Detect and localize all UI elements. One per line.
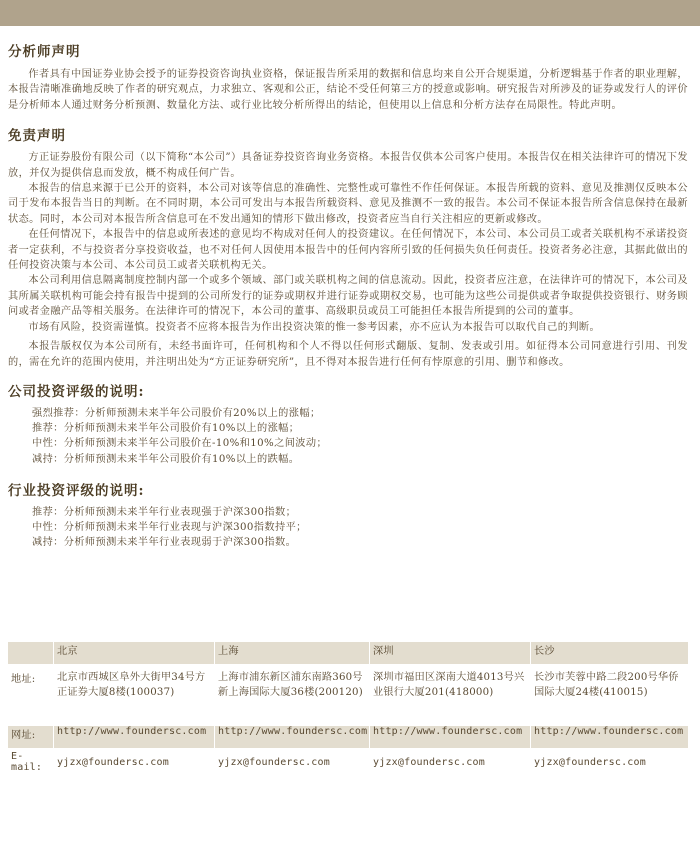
email-link[interactable]: yjzx@foundersc.com bbox=[218, 756, 330, 768]
office-address: 上海市浦东新区浦东南路360号新上海国际大厦36楼(200120) bbox=[218, 672, 363, 698]
list-item: 强烈推荐：分析师预测未来半年公司股价有20%以上的涨幅； bbox=[32, 407, 321, 419]
disclaimer-paragraph: 本公司利用信息隔离制度控制内部一个或多个领域、部门或关联机构之间的信息流动。因此，投资者应注意，在法律许可的情况下，本公司及其所属关联机构可能会持有报告中提到的公司所发行的证券或期权并进行证券或期权交易，也可能为这些公司提供或者争取提供投资银行、财务顾问或者金融产品等相关服务。在法律许可的情况下，本公司的董事、高级职员或员工可能担任本报告所提到的公司的董事。 bbox=[8, 275, 688, 318]
list-item: 中性：分析师预测未来半年公司股价在-10%和10%之间波动； bbox=[32, 438, 328, 450]
disclaimer-paragraph: 在任何情况下，本报告中的信息或所表述的意见均不构成对任何人的投资建议。在任何情况下，本公司、本公司员工或者关联机构不承诺投资者一定获利，不与投资者分享投资收益，也不对任何人因使用本报告中的任何内容所引致的任何损失负任何责任。投资者务必注意，其据此做出的任何投资决策与本公司、本公司员工或者关联机构无关。 bbox=[8, 229, 688, 272]
address-label: 地址: bbox=[11, 674, 36, 685]
analyst-statement-text: 作者具有中国证券业协会授予的证券投资咨询执业资格，保证报告所采用的数据和信息均来自公开合规渠道，分析逻辑基于作者的职业理解，本报告清晰准确地反映了作者的研究观点，力求独立、客观和公正，结论不受任何第三方的授意或影响。研究报告对所涉及的证券或发行人的评价是分析师本人通过财务分析预测、数量化方法、或行业比较分析所得出的结论，但使用以上信息和分析方法存在局限性。特此声明。 bbox=[8, 69, 688, 111]
email-link[interactable]: yjzx@foundersc.com bbox=[534, 756, 646, 768]
company-rating-title: 公司投资评级的说明: bbox=[8, 383, 145, 400]
list-item: 推荐：分析师预测未来半年公司股价有10%以上的涨幅； bbox=[32, 423, 300, 435]
industry-rating-title: 行业投资评级的说明: bbox=[8, 482, 145, 499]
list-item: 中性：分析师预测未来半年行业表现与沪深300指数持平； bbox=[32, 521, 307, 533]
url-row bbox=[8, 726, 688, 748]
address-row bbox=[8, 664, 688, 726]
disclaimer-paragraph: 本报告版权仅为本公司所有，未经书面许可，任何机构和个人不得以任何形式翻版、复制、发表或引用。如征得本公司同意进行引用、刊发的，需在允许的范围内使用，并注明出处为“方正证券研究所”，且不得对本报告进行任何有悖原意的引用、删节和修改。 bbox=[8, 341, 688, 368]
city-name: 北京 bbox=[54, 642, 215, 664]
email-row bbox=[8, 748, 688, 776]
analyst-statement-title: 分析师声明 bbox=[8, 44, 81, 60]
url-label: 网址: bbox=[8, 726, 54, 748]
city-name: 长沙 bbox=[531, 642, 688, 664]
industry-rating-list bbox=[8, 505, 688, 551]
disclaimer-paragraph: 本报告的信息来源于已公开的资料，本公司对该等信息的准确性、完整性或可靠性不作任何保证。本报告所载的资料、意见及推测仅反映本公司于发布本报告当日的判断。在不同时期，本公司可发出与本报告所载资料、意见及推测不一致的报告。本公司不保证本报告所含信息保持在最新状态。同时，本公司对本报告所含信息可在不发出通知的情形下做出修改，投资者应当自行关注相应的更新或修改。 bbox=[8, 183, 688, 225]
website-link[interactable]: http://www.foundersc.com bbox=[215, 726, 370, 748]
document-body bbox=[8, 40, 688, 550]
city-name: 深圳 bbox=[370, 642, 531, 664]
office-address: 深圳市福田区深南大道4013号兴业银行大厦201(418000) bbox=[373, 672, 525, 698]
company-rating-list bbox=[8, 406, 688, 467]
disclaimer-paragraph: 方正证券股份有限公司（以下简称“本公司”）具备证券投资咨询业务资格。本报告仅供本公司客户使用。本报告仅在相关法律许可的情况下发放，并仅为提供信息而发放，概不构成任何广告。 bbox=[8, 152, 688, 179]
website-link[interactable]: http://www.foundersc.com bbox=[54, 726, 215, 748]
disclaimer-paragraph: 市场有风险，投资需谨慎。投资者不应将本报告为作出投资决策的惟一参考因素，亦不应认为本报告可以取代自己的判断。 bbox=[28, 321, 601, 333]
website-link[interactable]: http://www.foundersc.com bbox=[370, 726, 531, 748]
city-name: 上海 bbox=[215, 642, 370, 664]
office-address: 北京市西城区阜外大街甲34号方正证券大厦8楼(100037) bbox=[57, 672, 206, 698]
contact-table bbox=[8, 642, 688, 776]
disclaimer-title: 免责声明 bbox=[8, 128, 66, 145]
email-label: E-mail: bbox=[11, 751, 43, 773]
email-link[interactable]: yjzx@foundersc.com bbox=[373, 756, 485, 768]
header-bar bbox=[0, 0, 700, 26]
email-link[interactable]: yjzx@foundersc.com bbox=[57, 756, 169, 768]
office-address: 长沙市芙蓉中路二段200号华侨国际大厦24楼(410015) bbox=[534, 672, 679, 698]
website-link[interactable]: http://www.foundersc.com bbox=[531, 726, 688, 748]
list-item: 减持：分析师预测未来半年行业表现弱于沪深300指数。 bbox=[32, 537, 297, 549]
list-item: 推荐：分析师预测未来半年行业表现强于沪深300指数； bbox=[32, 506, 297, 518]
city-header-row bbox=[8, 642, 688, 664]
list-item: 减持：分析师预测未来半年公司股价有10%以上的跌幅。 bbox=[32, 453, 300, 465]
